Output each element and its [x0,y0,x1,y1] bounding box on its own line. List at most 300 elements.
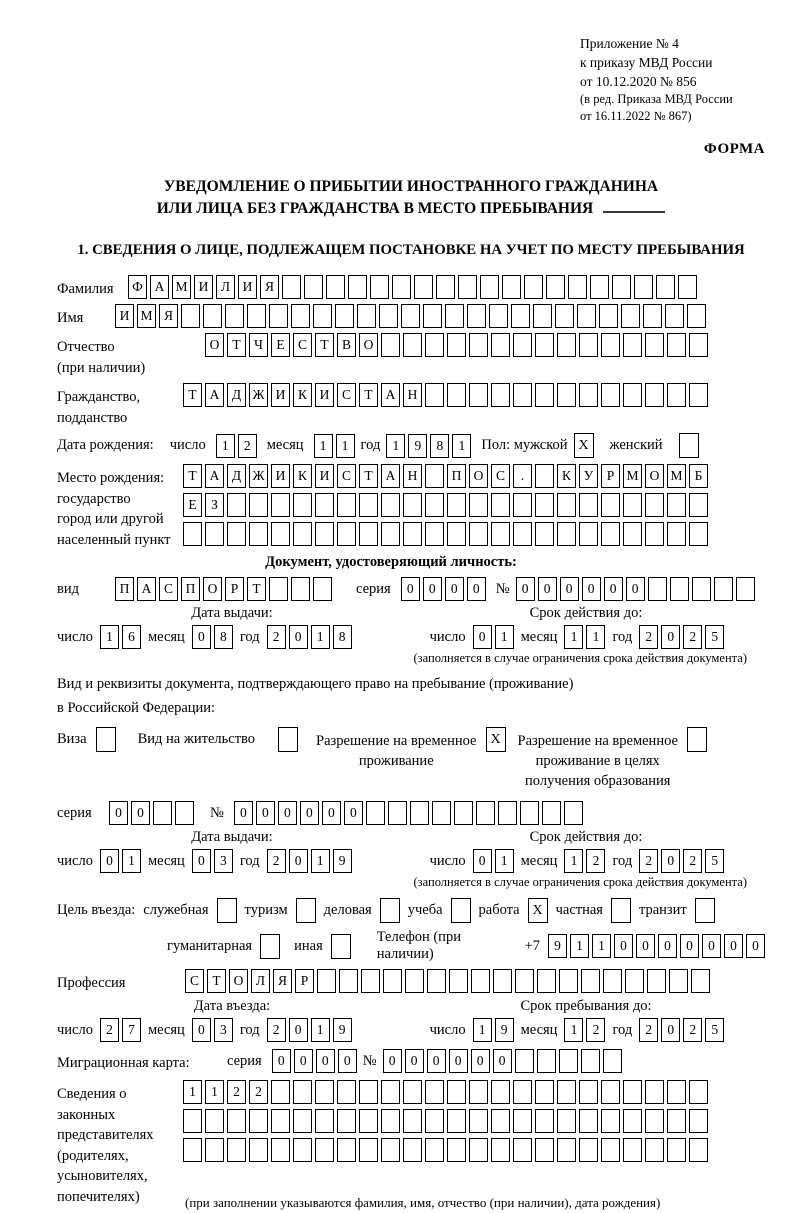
char-cell[interactable] [557,1109,576,1133]
char-cell[interactable]: Ф [128,275,147,299]
char-cell[interactable] [625,969,644,993]
char-cell[interactable] [714,577,733,601]
char-cell[interactable]: 0 [702,934,721,958]
char-cell[interactable] [736,577,755,601]
char-cell[interactable]: О [203,577,222,601]
char-cell[interactable] [670,577,689,601]
char-cell[interactable] [603,969,622,993]
char-cell[interactable]: 9 [408,434,427,458]
char-cell[interactable]: 0 [661,1018,680,1042]
char-cell[interactable] [337,493,356,517]
char-cell[interactable] [315,493,334,517]
char-cell[interactable]: 0 [427,1049,446,1073]
char-cell[interactable] [326,275,345,299]
char-cell[interactable] [491,493,510,517]
char-cell[interactable] [447,522,466,546]
id-issue-month-cells[interactable] [192,625,233,649]
char-cell[interactable]: 0 [423,577,442,601]
char-cell[interactable] [579,522,598,546]
char-cell[interactable] [623,383,642,407]
char-cell[interactable] [533,304,552,328]
char-cell[interactable] [493,969,512,993]
char-cell[interactable]: 8 [430,434,449,458]
char-cell[interactable] [535,1109,554,1133]
char-cell[interactable] [366,801,385,825]
char-cell[interactable]: 1 [314,434,333,458]
char-cell[interactable] [480,275,499,299]
char-cell[interactable] [447,493,466,517]
char-cell[interactable] [645,1109,664,1133]
char-cell[interactable] [513,1080,532,1104]
char-cell[interactable] [227,493,246,517]
char-cell[interactable]: У [579,464,598,488]
char-cell[interactable]: 2 [267,625,286,649]
char-cell[interactable]: 2 [683,1018,702,1042]
char-cell[interactable]: 6 [122,625,141,649]
char-cell[interactable] [304,275,323,299]
char-cell[interactable] [689,1138,708,1162]
purpose-business-checkbox[interactable] [380,898,400,923]
char-cell[interactable]: З [205,493,224,517]
char-cell[interactable]: П [181,577,200,601]
purpose-tourism-checkbox[interactable] [296,898,316,923]
char-cell[interactable] [249,1138,268,1162]
char-cell[interactable]: 1 [122,849,141,873]
char-cell[interactable] [458,275,477,299]
char-cell[interactable]: Л [216,275,235,299]
visa-checkbox[interactable] [96,727,116,752]
char-cell[interactable] [153,801,172,825]
char-cell[interactable]: 0 [256,801,275,825]
id-issue-year-cells[interactable] [267,625,352,649]
char-cell[interactable] [432,801,451,825]
char-cell[interactable]: 5 [705,625,724,649]
birthplace-cells-row2[interactable] [183,493,708,517]
char-cell[interactable]: 0 [234,801,253,825]
char-cell[interactable]: 9 [548,934,567,958]
char-cell[interactable] [205,1109,224,1133]
char-cell[interactable] [313,304,332,328]
char-cell[interactable] [579,383,598,407]
char-cell[interactable]: 0 [405,1049,424,1073]
char-cell[interactable] [403,1080,422,1104]
char-cell[interactable] [315,1138,334,1162]
char-cell[interactable] [535,493,554,517]
char-cell[interactable]: А [381,464,400,488]
char-cell[interactable]: 0 [658,934,677,958]
char-cell[interactable]: 5 [705,1018,724,1042]
char-cell[interactable] [181,304,200,328]
char-cell[interactable] [601,522,620,546]
char-cell[interactable] [515,969,534,993]
char-cell[interactable] [359,493,378,517]
char-cell[interactable] [665,304,684,328]
char-cell[interactable] [689,493,708,517]
char-cell[interactable] [313,577,332,601]
char-cell[interactable]: 1 [592,934,611,958]
char-cell[interactable] [520,801,539,825]
char-cell[interactable]: А [381,383,400,407]
char-cell[interactable] [447,333,466,357]
char-cell[interactable] [293,1138,312,1162]
char-cell[interactable]: 1 [183,1080,202,1104]
char-cell[interactable] [568,275,587,299]
char-cell[interactable]: 8 [214,625,233,649]
char-cell[interactable]: 1 [495,849,514,873]
char-cell[interactable] [359,522,378,546]
char-cell[interactable] [425,1080,444,1104]
id-valid-month-cells[interactable] [564,625,605,649]
char-cell[interactable]: 0 [278,801,297,825]
char-cell[interactable]: 1 [216,434,235,458]
citizenship-cells[interactable] [183,383,708,407]
char-cell[interactable]: Е [271,333,290,357]
char-cell[interactable] [557,333,576,357]
char-cell[interactable] [555,304,574,328]
char-cell[interactable]: О [645,464,664,488]
char-cell[interactable] [579,333,598,357]
char-cell[interactable] [469,493,488,517]
char-cell[interactable] [667,383,686,407]
char-cell[interactable] [689,522,708,546]
char-cell[interactable] [447,1109,466,1133]
char-cell[interactable] [513,1138,532,1162]
char-cell[interactable] [225,304,244,328]
char-cell[interactable]: 0 [467,577,486,601]
char-cell[interactable] [447,383,466,407]
temp-residence-edu-checkbox[interactable] [687,727,707,752]
char-cell[interactable]: 0 [192,1018,211,1042]
birthplace-cells-row1[interactable] [183,464,708,488]
char-cell[interactable] [381,522,400,546]
char-cell[interactable]: 0 [445,577,464,601]
char-cell[interactable] [623,1109,642,1133]
res-valid-day-cells[interactable] [473,849,514,873]
char-cell[interactable] [579,493,598,517]
char-cell[interactable]: М [172,275,191,299]
char-cell[interactable]: 1 [495,625,514,649]
char-cell[interactable] [669,969,688,993]
char-cell[interactable] [557,1138,576,1162]
id-doc-number-cells[interactable] [516,577,755,601]
char-cell[interactable]: 0 [538,577,557,601]
char-cell[interactable] [403,493,422,517]
char-cell[interactable]: 1 [311,1018,330,1042]
char-cell[interactable]: Н [403,383,422,407]
char-cell[interactable] [667,522,686,546]
char-cell[interactable]: 0 [680,934,699,958]
char-cell[interactable] [403,1138,422,1162]
char-cell[interactable]: 1 [564,1018,583,1042]
char-cell[interactable] [379,304,398,328]
char-cell[interactable]: 2 [639,849,658,873]
char-cell[interactable]: Л [251,969,270,993]
char-cell[interactable]: К [293,464,312,488]
char-cell[interactable]: Р [295,969,314,993]
char-cell[interactable]: Е [183,493,202,517]
char-cell[interactable] [557,1080,576,1104]
char-cell[interactable] [667,1080,686,1104]
char-cell[interactable]: 0 [473,625,492,649]
char-cell[interactable] [381,333,400,357]
char-cell[interactable] [425,1138,444,1162]
char-cell[interactable]: 7 [122,1018,141,1042]
char-cell[interactable] [599,304,618,328]
char-cell[interactable] [337,1138,356,1162]
char-cell[interactable]: И [271,383,290,407]
char-cell[interactable] [414,275,433,299]
char-cell[interactable] [601,1138,620,1162]
char-cell[interactable] [491,1109,510,1133]
id-doc-kind-cells[interactable] [115,577,332,601]
char-cell[interactable] [691,969,710,993]
char-cell[interactable]: 2 [227,1080,246,1104]
char-cell[interactable] [445,304,464,328]
stay-day-cells[interactable] [473,1018,514,1042]
char-cell[interactable]: С [293,333,312,357]
char-cell[interactable]: И [115,304,134,328]
char-cell[interactable]: 0 [100,849,119,873]
char-cell[interactable]: 0 [192,625,211,649]
char-cell[interactable] [511,304,530,328]
char-cell[interactable] [689,1080,708,1104]
char-cell[interactable] [537,1049,556,1073]
char-cell[interactable] [269,577,288,601]
char-cell[interactable]: 2 [639,625,658,649]
char-cell[interactable] [502,275,521,299]
char-cell[interactable]: 0 [294,1049,313,1073]
char-cell[interactable] [634,275,653,299]
char-cell[interactable]: 1 [205,1080,224,1104]
char-cell[interactable] [645,493,664,517]
char-cell[interactable] [381,493,400,517]
char-cell[interactable] [689,1109,708,1133]
char-cell[interactable]: 0 [493,1049,512,1073]
char-cell[interactable]: С [491,464,510,488]
char-cell[interactable] [678,275,697,299]
char-cell[interactable] [667,333,686,357]
char-cell[interactable]: Т [247,577,266,601]
purpose-transit-checkbox[interactable] [695,898,715,923]
char-cell[interactable]: И [194,275,213,299]
char-cell[interactable]: 1 [564,625,583,649]
char-cell[interactable]: 1 [570,934,589,958]
char-cell[interactable] [359,1109,378,1133]
char-cell[interactable] [227,522,246,546]
char-cell[interactable]: 2 [100,1018,119,1042]
char-cell[interactable]: 0 [636,934,655,958]
representatives-cells-row2[interactable] [183,1109,708,1133]
char-cell[interactable] [467,304,486,328]
char-cell[interactable] [337,1109,356,1133]
char-cell[interactable] [427,969,446,993]
char-cell[interactable] [647,969,666,993]
char-cell[interactable]: С [337,464,356,488]
char-cell[interactable] [579,1138,598,1162]
representatives-cells-row1[interactable] [183,1080,708,1104]
char-cell[interactable] [643,304,662,328]
char-cell[interactable] [449,969,468,993]
char-cell[interactable] [557,383,576,407]
char-cell[interactable] [249,1109,268,1133]
purpose-official-checkbox[interactable] [217,898,237,923]
char-cell[interactable]: А [205,464,224,488]
char-cell[interactable] [612,275,631,299]
char-cell[interactable] [535,522,554,546]
char-cell[interactable]: В [337,333,356,357]
char-cell[interactable] [557,522,576,546]
char-cell[interactable] [579,1080,598,1104]
char-cell[interactable] [546,275,565,299]
char-cell[interactable] [601,383,620,407]
char-cell[interactable]: 2 [639,1018,658,1042]
entry-day-cells[interactable] [100,1018,141,1042]
char-cell[interactable] [623,333,642,357]
id-valid-day-cells[interactable] [473,625,514,649]
char-cell[interactable] [535,464,554,488]
char-cell[interactable] [645,522,664,546]
char-cell[interactable]: 0 [338,1049,357,1073]
profession-cells[interactable] [185,969,710,993]
char-cell[interactable]: М [623,464,642,488]
char-cell[interactable] [489,304,508,328]
char-cell[interactable]: 0 [604,577,623,601]
residence-permit-checkbox[interactable] [278,727,298,752]
char-cell[interactable] [291,304,310,328]
char-cell[interactable]: Д [227,383,246,407]
char-cell[interactable]: Т [183,464,202,488]
char-cell[interactable] [381,1109,400,1133]
char-cell[interactable]: Т [207,969,226,993]
char-cell[interactable] [491,522,510,546]
char-cell[interactable] [249,493,268,517]
char-cell[interactable]: Ч [249,333,268,357]
char-cell[interactable] [513,522,532,546]
char-cell[interactable]: 1 [100,625,119,649]
char-cell[interactable]: 5 [705,849,724,873]
char-cell[interactable] [656,275,675,299]
id-issue-day-cells[interactable] [100,625,141,649]
char-cell[interactable]: Р [601,464,620,488]
char-cell[interactable]: 0 [300,801,319,825]
char-cell[interactable]: 1 [452,434,471,458]
char-cell[interactable]: Т [227,333,246,357]
char-cell[interactable]: 0 [272,1049,291,1073]
char-cell[interactable]: 3 [214,849,233,873]
char-cell[interactable]: С [185,969,204,993]
char-cell[interactable] [269,304,288,328]
char-cell[interactable] [667,1138,686,1162]
char-cell[interactable]: 0 [289,1018,308,1042]
char-cell[interactable] [471,969,490,993]
char-cell[interactable]: 2 [267,849,286,873]
char-cell[interactable] [577,304,596,328]
char-cell[interactable] [401,304,420,328]
char-cell[interactable] [271,1080,290,1104]
char-cell[interactable] [227,1109,246,1133]
char-cell[interactable] [603,1049,622,1073]
char-cell[interactable]: И [238,275,257,299]
char-cell[interactable] [339,969,358,993]
char-cell[interactable]: 0 [471,1049,490,1073]
char-cell[interactable]: 0 [626,577,645,601]
char-cell[interactable] [491,1080,510,1104]
char-cell[interactable] [293,1080,312,1104]
char-cell[interactable]: Т [359,383,378,407]
purpose-other-checkbox[interactable] [331,934,351,959]
char-cell[interactable] [392,275,411,299]
char-cell[interactable]: 2 [683,849,702,873]
char-cell[interactable] [491,333,510,357]
char-cell[interactable] [498,801,517,825]
char-cell[interactable]: Д [227,464,246,488]
char-cell[interactable] [359,1138,378,1162]
char-cell[interactable] [403,522,422,546]
char-cell[interactable] [535,383,554,407]
char-cell[interactable] [601,1109,620,1133]
char-cell[interactable] [559,969,578,993]
char-cell[interactable] [249,522,268,546]
char-cell[interactable]: Ж [249,464,268,488]
char-cell[interactable] [410,801,429,825]
char-cell[interactable] [271,522,290,546]
char-cell[interactable] [436,275,455,299]
char-cell[interactable] [271,1109,290,1133]
char-cell[interactable] [601,333,620,357]
birth-day-cells[interactable] [216,434,257,458]
birth-year-cells[interactable] [386,434,471,458]
birth-month-cells[interactable] [314,434,355,458]
char-cell[interactable] [535,1080,554,1104]
char-cell[interactable]: Я [273,969,292,993]
char-cell[interactable]: 9 [495,1018,514,1042]
char-cell[interactable]: 0 [316,1049,335,1073]
char-cell[interactable] [667,1109,686,1133]
char-cell[interactable] [469,1138,488,1162]
char-cell[interactable]: 0 [131,801,150,825]
char-cell[interactable]: Т [183,383,202,407]
char-cell[interactable] [337,1080,356,1104]
char-cell[interactable]: 2 [249,1080,268,1104]
char-cell[interactable] [205,522,224,546]
stay-month-cells[interactable] [564,1018,605,1042]
char-cell[interactable]: 1 [564,849,583,873]
char-cell[interactable]: 1 [473,1018,492,1042]
char-cell[interactable] [425,522,444,546]
char-cell[interactable] [469,1080,488,1104]
char-cell[interactable] [337,522,356,546]
char-cell[interactable]: К [293,383,312,407]
char-cell[interactable] [423,304,442,328]
char-cell[interactable]: 0 [560,577,579,601]
char-cell[interactable] [247,304,266,328]
char-cell[interactable] [689,383,708,407]
char-cell[interactable] [425,383,444,407]
char-cell[interactable]: 2 [586,849,605,873]
char-cell[interactable]: 0 [516,577,535,601]
char-cell[interactable] [359,1080,378,1104]
char-cell[interactable] [425,333,444,357]
char-cell[interactable] [315,522,334,546]
stay-year-cells[interactable] [639,1018,724,1042]
char-cell[interactable]: Р [225,577,244,601]
char-cell[interactable] [293,522,312,546]
char-cell[interactable] [648,577,667,601]
char-cell[interactable]: 2 [267,1018,286,1042]
char-cell[interactable]: 3 [214,1018,233,1042]
char-cell[interactable] [542,801,561,825]
char-cell[interactable] [601,493,620,517]
